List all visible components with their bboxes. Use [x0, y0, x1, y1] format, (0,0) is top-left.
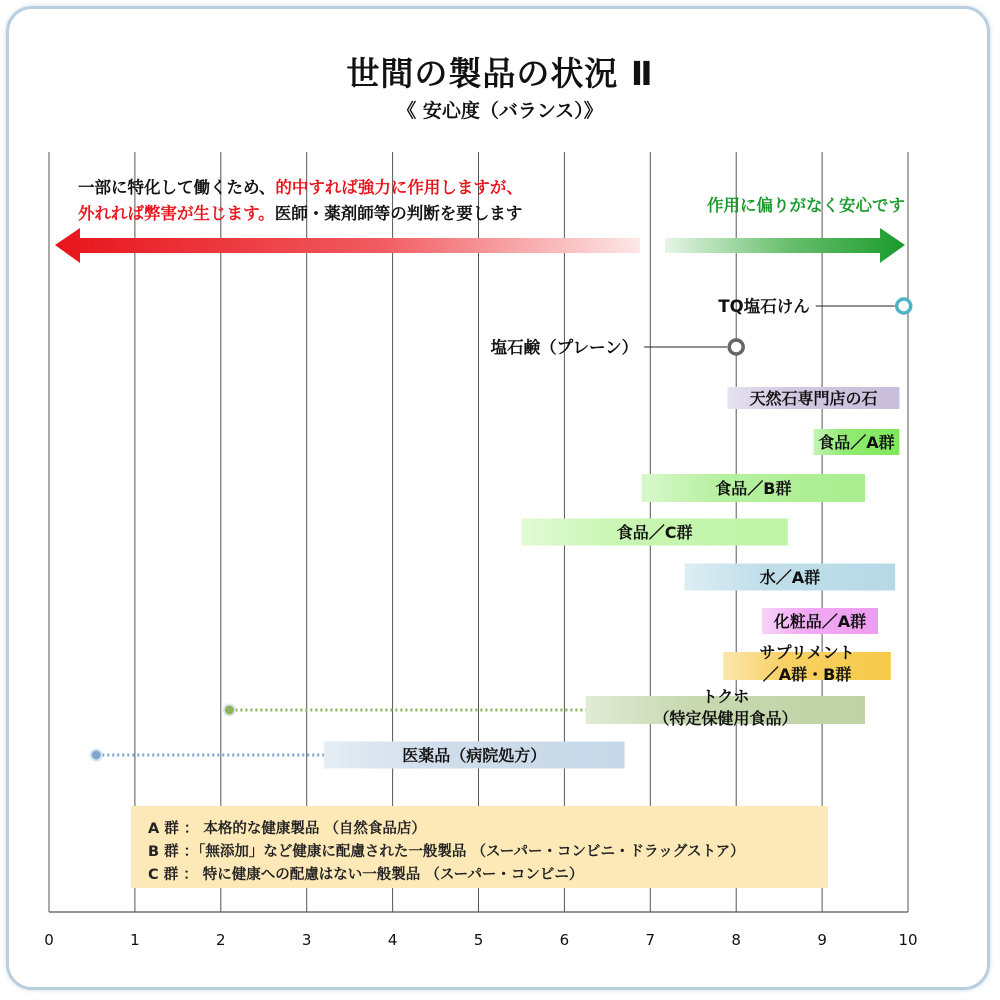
range-tail-dot: [91, 750, 102, 761]
range-bar-group-2: [642, 474, 865, 502]
range-bar-label: 医薬品（病院処方）: [402, 746, 547, 765]
range-bar-label: 天然石専門店の石: [749, 389, 878, 408]
range-bar-group-0: [728, 387, 900, 409]
point-label: 塩石鹸（プレーン）: [490, 338, 639, 357]
chart-title: 世間の製品の状況 Ⅱ: [346, 54, 654, 93]
x-tick-label-9: 9: [817, 931, 827, 949]
green-arrow: [665, 228, 905, 263]
range-bar-group-1: [814, 429, 900, 455]
header-arrows: [55, 228, 905, 263]
legend-note-b: B 群 ：「無添加」など健康に配慮された一般製品 （スーパー・コンビニ・ドラッグストア）: [148, 844, 745, 860]
range-bar-label: 化粧品／A群: [773, 612, 867, 631]
range-bar-label: 食品／A群: [818, 433, 895, 452]
x-tick-label-3: 3: [301, 931, 312, 949]
x-tick-label-4: 4: [387, 931, 398, 949]
point-marker-group-0: [718, 296, 910, 316]
range-bar-group-8: [91, 742, 625, 769]
range-bars: [91, 387, 900, 769]
legend-note-c: C 群 ： 特に健康への配慮はない一般製品 （スーパー・コンビニ）: [148, 867, 584, 883]
point-marker-group-1: [491, 337, 744, 357]
header-left-line1-red: 的中すれば強力に作用しますが、: [275, 178, 523, 197]
header-left-line2: [78, 203, 522, 223]
header-left-line1-black: 一部に特化して働くため、: [78, 178, 276, 197]
header-left-line2-red: 外れれば弊害が生じます。: [78, 204, 275, 223]
range-bar-group-7: [224, 687, 865, 728]
x-tick-label-1: 1: [130, 931, 140, 949]
range-bar-label: 水／A群: [759, 568, 821, 587]
range-bar-label: サプリメント: [759, 643, 855, 662]
grid-lines: [135, 152, 908, 912]
range-bar-label: ／A群・B群: [762, 665, 852, 684]
red-arrow: [55, 228, 640, 263]
range-tail-dot: [224, 705, 235, 716]
range-bar-group-4: [685, 564, 895, 591]
x-tick-label-7: 7: [645, 931, 656, 949]
x-tick-label-6: 6: [559, 931, 570, 949]
point-markers: [491, 296, 911, 357]
x-tick-label-0: 0: [44, 931, 54, 949]
range-bar-label: 食品／C群: [616, 523, 693, 542]
range-bar-label: 食品／B群: [715, 479, 792, 498]
point-label: TQ塩石けん: [718, 297, 810, 316]
header-left-line2-black: 医師・薬剤師等の判断を要します: [274, 204, 523, 223]
x-tick-label-5: 5: [473, 931, 484, 949]
group-legend-note: [131, 806, 828, 888]
range-bar-group-3: [521, 519, 787, 546]
header-left-line1: [78, 177, 523, 197]
header-right-text: 作用に偏りがなく安心です: [707, 196, 905, 215]
range-bar-group-5: [762, 608, 878, 634]
x-tick-label-10: 10: [898, 931, 918, 949]
legend-note-a: A 群 ： 本格的な健康製品 （自然食品店）: [148, 821, 426, 837]
x-tick-label-8: 8: [731, 931, 741, 949]
range-bar-group-6: [723, 643, 891, 684]
range-bar-label: トクホ: [701, 687, 750, 706]
range-bar-label: （特定保健用食品）: [653, 709, 798, 728]
point-marker: [729, 340, 743, 354]
point-marker: [897, 299, 911, 313]
chart-subtitle: 《 安心度（バランス）》: [397, 100, 603, 122]
x-tick-label-2: 2: [216, 931, 226, 949]
